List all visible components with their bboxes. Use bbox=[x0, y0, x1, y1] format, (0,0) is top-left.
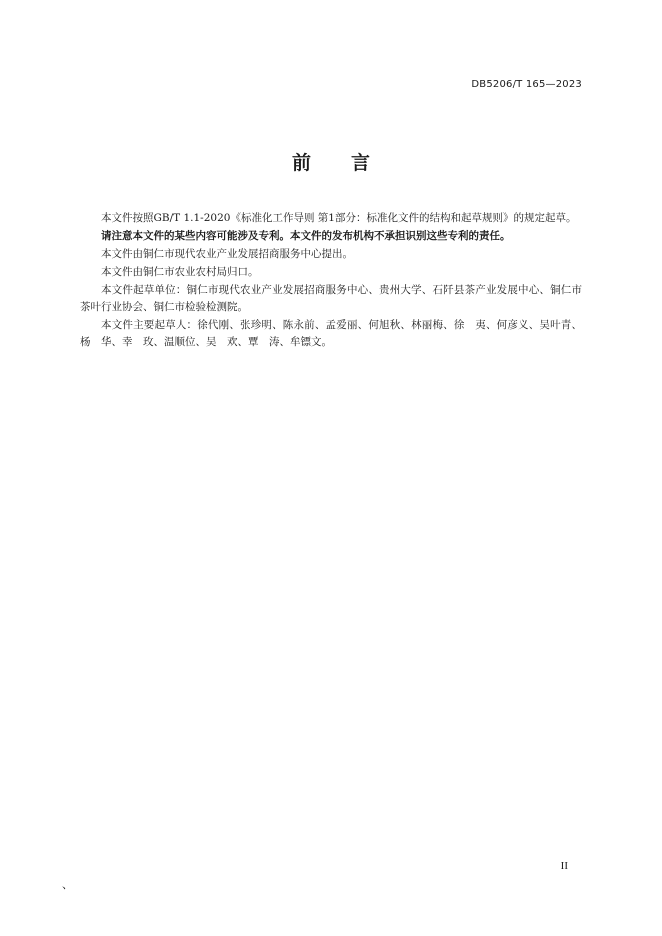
paragraph-administrator: 本文件由铜仁市农业农村局归口。 bbox=[101, 266, 259, 278]
page-title bbox=[0, 148, 662, 175]
paragraph-proposer: 本文件由铜仁市现代农业产业发展招商服务中心提出。 bbox=[101, 248, 353, 260]
page-number: II bbox=[560, 860, 568, 872]
paragraph-patent-notice: 请注意本文件的某些内容可能涉及专利。本文件的发布机构不承担识别这些专利的责任。 bbox=[101, 230, 511, 242]
paragraph-drafting-basis: 本文件按照GB/T 1.1-2020《标准化工作导则 第1部分：标准化文件的结构和起草规则》的规定起草。 bbox=[101, 212, 577, 224]
paragraph-drafters: 本文件主要起草人：徐代刚、张珍明、陈永前、孟爱丽、何旭秋、林丽梅、徐 夷、何彦义、吴叶青、杨 华、幸 玫、温顺位、吴 欢、覃 涛、牟镖文。 bbox=[80, 319, 582, 348]
title-char-2: 言 bbox=[351, 152, 371, 174]
stray-mark: 、 bbox=[62, 878, 73, 891]
title-char-1: 前 bbox=[291, 152, 311, 174]
document-code: DB5206/T 165—2023 bbox=[471, 79, 582, 90]
foreword-body bbox=[80, 210, 582, 352]
paragraph-drafting-units: 本文件起草单位：铜仁市现代农业产业发展招商服务中心、贵州大学、石阡县茶产业发展中心、铜仁市茶叶行业协会、铜仁市检验检测院。 bbox=[80, 284, 582, 313]
